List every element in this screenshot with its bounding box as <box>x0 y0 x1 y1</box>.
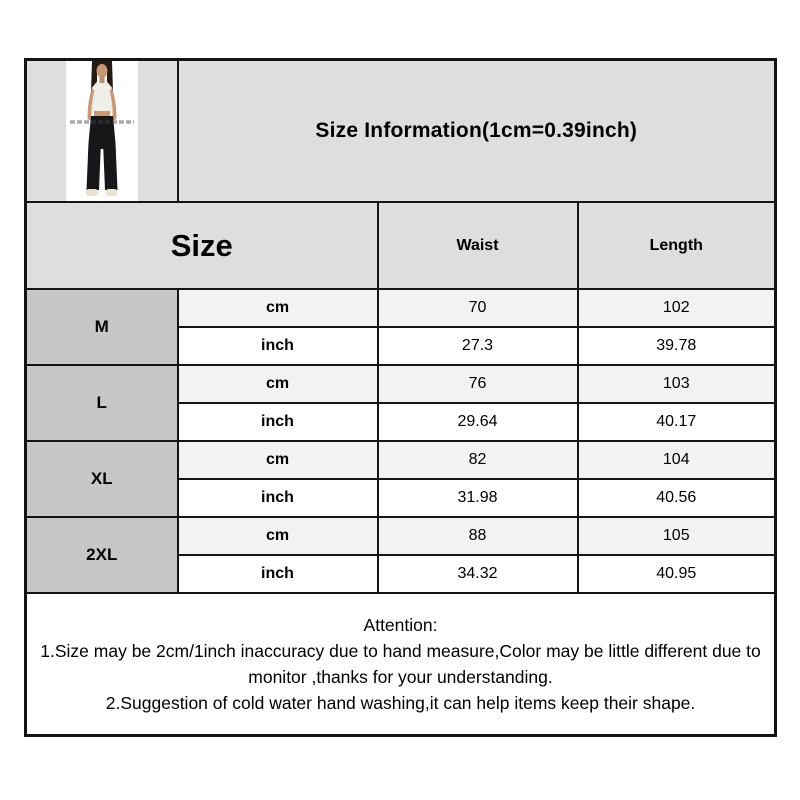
size-sheet <box>24 58 777 737</box>
waist-value: 34.32 <box>378 555 578 593</box>
unit-cell: inch <box>178 403 378 441</box>
attention-note <box>26 593 776 736</box>
product-photo-cell <box>26 60 178 203</box>
waist-value: 31.98 <box>378 479 578 517</box>
table-row-2xl-cm <box>26 517 776 555</box>
waist-value: 27.3 <box>378 327 578 365</box>
length-value: 103 <box>578 365 776 403</box>
size-column-header: Size <box>26 202 378 289</box>
table-row-m-cm <box>26 289 776 327</box>
unit-cell: cm <box>178 517 378 555</box>
length-value: 104 <box>578 441 776 479</box>
unit-cell: inch <box>178 479 378 517</box>
table-row-xl-cm <box>26 441 776 479</box>
length-value: 105 <box>578 517 776 555</box>
attention-row <box>26 593 776 736</box>
table-row-l-cm <box>26 365 776 403</box>
waist-column-header: Waist <box>378 202 578 289</box>
size-label-l: L <box>26 365 178 441</box>
attention-line-2: 2.Suggestion of cold water hand washing,it can help items keep their shape. <box>105 693 696 714</box>
size-table <box>24 58 777 737</box>
waist-value: 76 <box>378 365 578 403</box>
model-figure-illustration <box>66 61 138 201</box>
waist-value: 82 <box>378 441 578 479</box>
title-row <box>26 60 776 203</box>
unit-cell: cm <box>178 289 378 327</box>
size-label-xl: XL <box>26 441 178 517</box>
waist-value: 70 <box>378 289 578 327</box>
attention-heading: Attention: <box>363 614 438 635</box>
size-label-m: M <box>26 289 178 365</box>
size-info-title: Size Information(1cm=0.39inch) <box>178 60 776 203</box>
length-value: 39.78 <box>578 327 776 365</box>
unit-cell: cm <box>178 365 378 403</box>
size-label-2xl: 2XL <box>26 517 178 593</box>
length-value: 40.56 <box>578 479 776 517</box>
product-photo <box>66 61 138 201</box>
length-column-header: Length <box>578 202 776 289</box>
unit-cell: inch <box>178 327 378 365</box>
waist-value: 88 <box>378 517 578 555</box>
unit-cell: cm <box>178 441 378 479</box>
waist-value: 29.64 <box>378 403 578 441</box>
length-value: 102 <box>578 289 776 327</box>
length-value: 40.95 <box>578 555 776 593</box>
length-value: 40.17 <box>578 403 776 441</box>
attention-line-1: 1.Size may be 2cm/1inch inaccuracy due to hand measure,Color may be little different due to monitor ,thanks for your understanding. <box>40 640 761 687</box>
column-header-row <box>26 202 776 289</box>
unit-cell: inch <box>178 555 378 593</box>
